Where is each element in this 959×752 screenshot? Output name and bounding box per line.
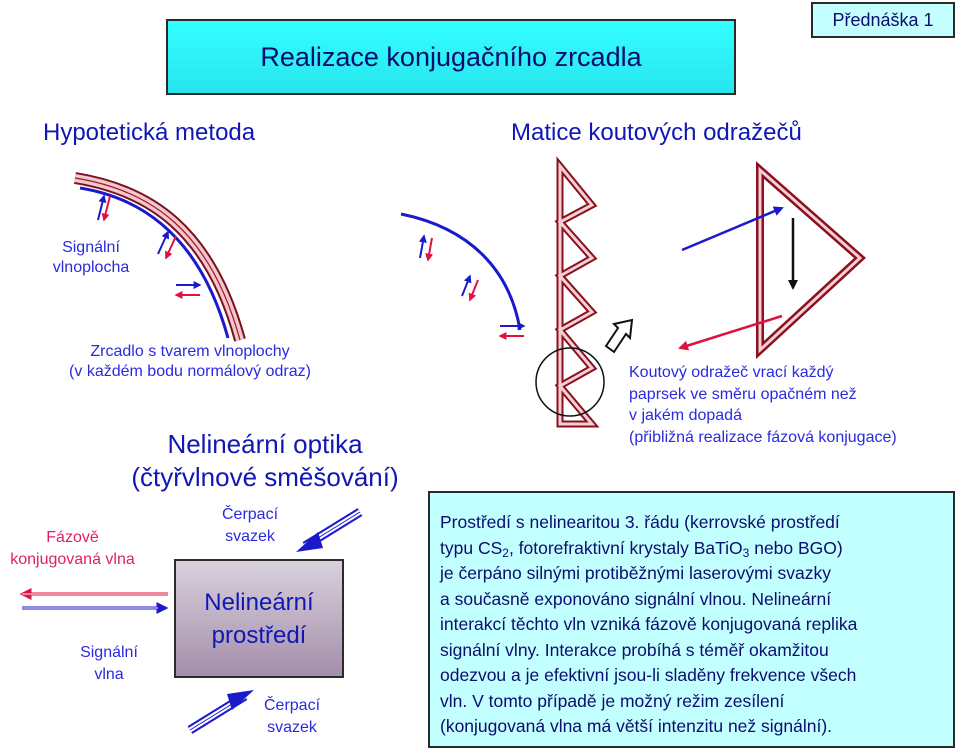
phase-conjugate-wave-label: Fázově konjugovaná vlna [10,529,135,568]
description-box [428,491,955,748]
mirror-caption: Zrcadlo s tvarem vlnoplochy (v každém bodu normálový odraz) [69,343,311,380]
corner-reflector-caption: Koutový odražeč vrací každý paprsek ve směru opačném než v jakém dopadá (přibližná realizace fázová konjugace) [629,364,897,446]
description-line: interakcí těchto vln vzniká fázově konjugovaná replika [440,614,858,634]
pump-beam-bottom [190,690,254,730]
description-line: a současně exponováno signální vlnou. Nelineární [440,588,832,609]
description-line: odezvou a je efektivní jsou-li sladěny frekvence všech [440,665,857,685]
description-line: Prostředí s nelinearitou 3. řádu (kerrovské prostředí [440,512,840,532]
signal-wavefront-label: Signální vlnoplocha [52,239,130,276]
corner-reflector-array [401,166,632,424]
right-heading: Matice koutových odražečů [511,119,802,146]
pump-beam-top-label: Čerpací svazek [221,506,279,545]
nonlinear-medium: Nelineární prostředí [174,559,344,678]
corner-reflector [680,170,860,350]
description-line: typu $CS_2$, fotorefraktivní krystaly BaTiO$_3$ nebo BGO) [440,537,843,560]
pump-beam-top [296,512,360,552]
description-line: signální vlny. Interakce probíhá s téměř okamžitou [440,639,829,660]
description-line: je čerpáno silnými protiběžnými laserovými svazky [440,563,831,583]
nonlinear-optics-title: Nelineární optika (čtyřvlnové směšování) [131,429,399,492]
page-title: Realizace konjugačního zrcadla [166,19,736,95]
lecture-badge: Přednáška 1 [811,2,955,38]
description-line: vln. V tomto případě je možný režim zesílení [440,690,785,711]
pump-beam-bottom-label: Čerpací svazek [263,697,321,736]
left-heading: Hypotetická metoda [43,119,256,146]
signal-wave-label: Signální vlna [80,644,138,683]
description-line: (konjugovaná vlna má větší intenzitu než signální). [440,716,833,736]
